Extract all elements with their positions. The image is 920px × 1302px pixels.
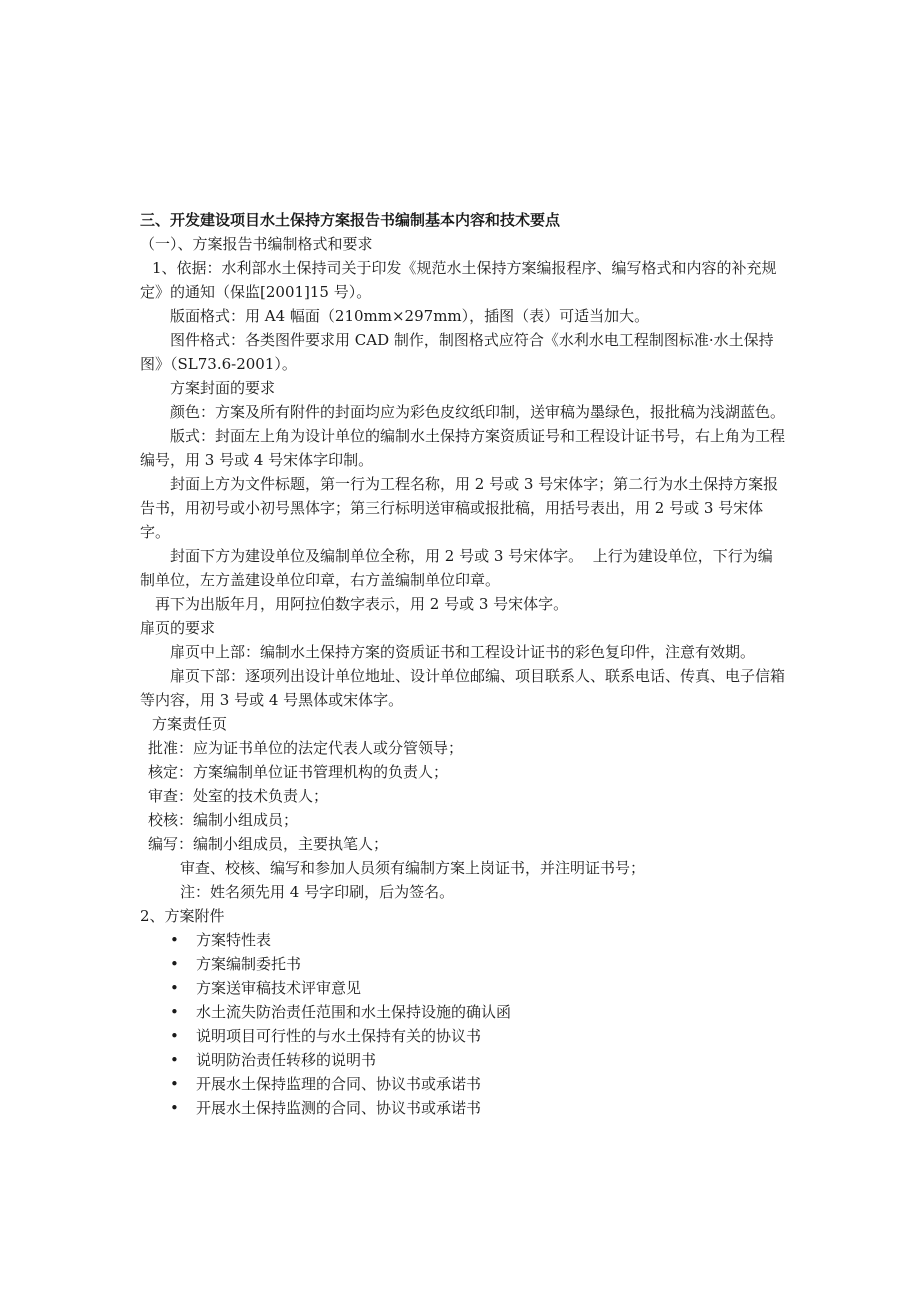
list-item: [140, 952, 785, 976]
list-item: [140, 1000, 785, 1024]
review-line: 审查：处室的技术负责人；: [148, 787, 329, 805]
section-heading: 三、开发建设项目水土保持方案报告书编制基本内容和技术要点: [140, 211, 561, 229]
cover-requirements-title: 方案封面的要求: [170, 379, 276, 397]
bullet-icon: •: [170, 1027, 179, 1045]
list-item: [140, 976, 785, 1000]
bullet-icon: •: [170, 1099, 179, 1117]
cover-style-paragraph: 版式：封面左上角为设计单位的编制水土保持方案资质证号和工程设计证书号，右上角为工程编号，用 3 号或 4 号宋体字印制。: [140, 427, 786, 469]
bullet-icon: •: [170, 1075, 179, 1093]
bullet-icon: •: [170, 1003, 179, 1021]
document-body: [140, 208, 785, 1120]
list-item: [140, 928, 785, 952]
list-item-label: 方案编制委托书: [196, 955, 302, 973]
sub-heading: （一）、方案报告书编制格式和要求: [140, 235, 373, 253]
list-item-label: 开展水土保持监测的合同、协议书或承诺书: [196, 1099, 482, 1117]
attachments-list: [140, 928, 785, 1120]
responsibility-heading: 方案责任页: [152, 715, 228, 733]
list-item-label: 说明项目可行性的与水土保持有关的协议书: [196, 1027, 482, 1045]
check-line: 校核：编制小组成员；: [148, 811, 299, 829]
personnel-note: 审查、校核、编写和参加人员须有编制方案上岗证书，并注明证书号；: [180, 859, 646, 877]
cover-color-paragraph: 颜色：方案及所有附件的封面均应为彩色皮纹纸印制，送审稿为墨绿色，报批稿为浅湖蓝色。: [170, 403, 786, 421]
list-item: [140, 1024, 785, 1048]
bullet-icon: •: [170, 931, 179, 949]
list-item: [140, 1072, 785, 1096]
approve-line: 批准：应为证书单位的法定代表人或分管领导；: [148, 739, 464, 757]
cover-lower-paragraph: 封面下方为建设单位及编制单位全称，用 2 号或 3 号宋体字。 上行为建设单位，下行为编制单位，左方盖建设单位印章，右方盖编制单位印章。: [140, 547, 773, 589]
bullet-icon: •: [170, 955, 179, 973]
name-note: 注：姓名须先用 4 号字印刷，后为签名。: [180, 883, 455, 901]
list-item-label: 开展水土保持监理的合同、协议书或承诺书: [196, 1075, 482, 1093]
layout-format-paragraph: 版面格式：用 A4 幅面（210mm×297mm），插图（表）可适当加大。: [170, 307, 650, 325]
bullet-icon: •: [170, 1051, 179, 1069]
title-page-heading: 扉页的要求: [140, 619, 216, 637]
cover-upper-paragraph: 封面上方为文件标题，第一行为工程名称，用 2 号或 3 号宋体字；第二行为水土保持方案报告书，用初号或小初号黑体字；第三行标明送审稿或报批稿，用括号表出，用 2 号或 3 号宋体字。: [140, 475, 779, 541]
list-item-label: 水土流失防治责任范围和水土保持设施的确认函: [196, 1003, 512, 1021]
bullet-icon: •: [170, 979, 179, 997]
figure-format-paragraph: 图件格式：各类图件要求用 CAD 制作，制图格式应符合《水利水电工程制图标准·水土保持图》（SL73.6-2001）。: [140, 331, 774, 373]
list-item: [140, 1096, 785, 1120]
cover-date-paragraph: 再下为出版年月，用阿拉伯数字表示，用 2 号或 3 号宋体字。: [155, 595, 569, 613]
list-item-label: 方案送审稿技术评审意见: [196, 979, 362, 997]
write-line: 编写：编制小组成员，主要执笔人；: [148, 835, 389, 853]
list-item-label: 方案特性表: [196, 931, 272, 949]
list-item-label: 说明防治责任转移的说明书: [196, 1051, 377, 1069]
basis-paragraph: 1、依据：水利部水土保持司关于印发《规范水土保持方案编报程序、编写格式和内容的补充规定》的通知（保监[2001]15 号）。: [140, 259, 777, 301]
attachments-heading: 2、方案附件: [140, 907, 225, 925]
title-page-lower-paragraph: 扉页下部：逐项列出设计单位地址、设计单位邮编、项目联系人、联系电话、传真、电子信箱等内容，用 3 号或 4 号黑体或宋体字。: [140, 667, 786, 709]
list-item: [140, 1048, 785, 1072]
verify-line: 核定：方案编制单位证书管理机构的负责人；: [148, 763, 449, 781]
title-page-upper-paragraph: 扉页中上部：编制水土保持方案的资质证书和工程设计证书的彩色复印件，注意有效期。: [170, 643, 756, 661]
